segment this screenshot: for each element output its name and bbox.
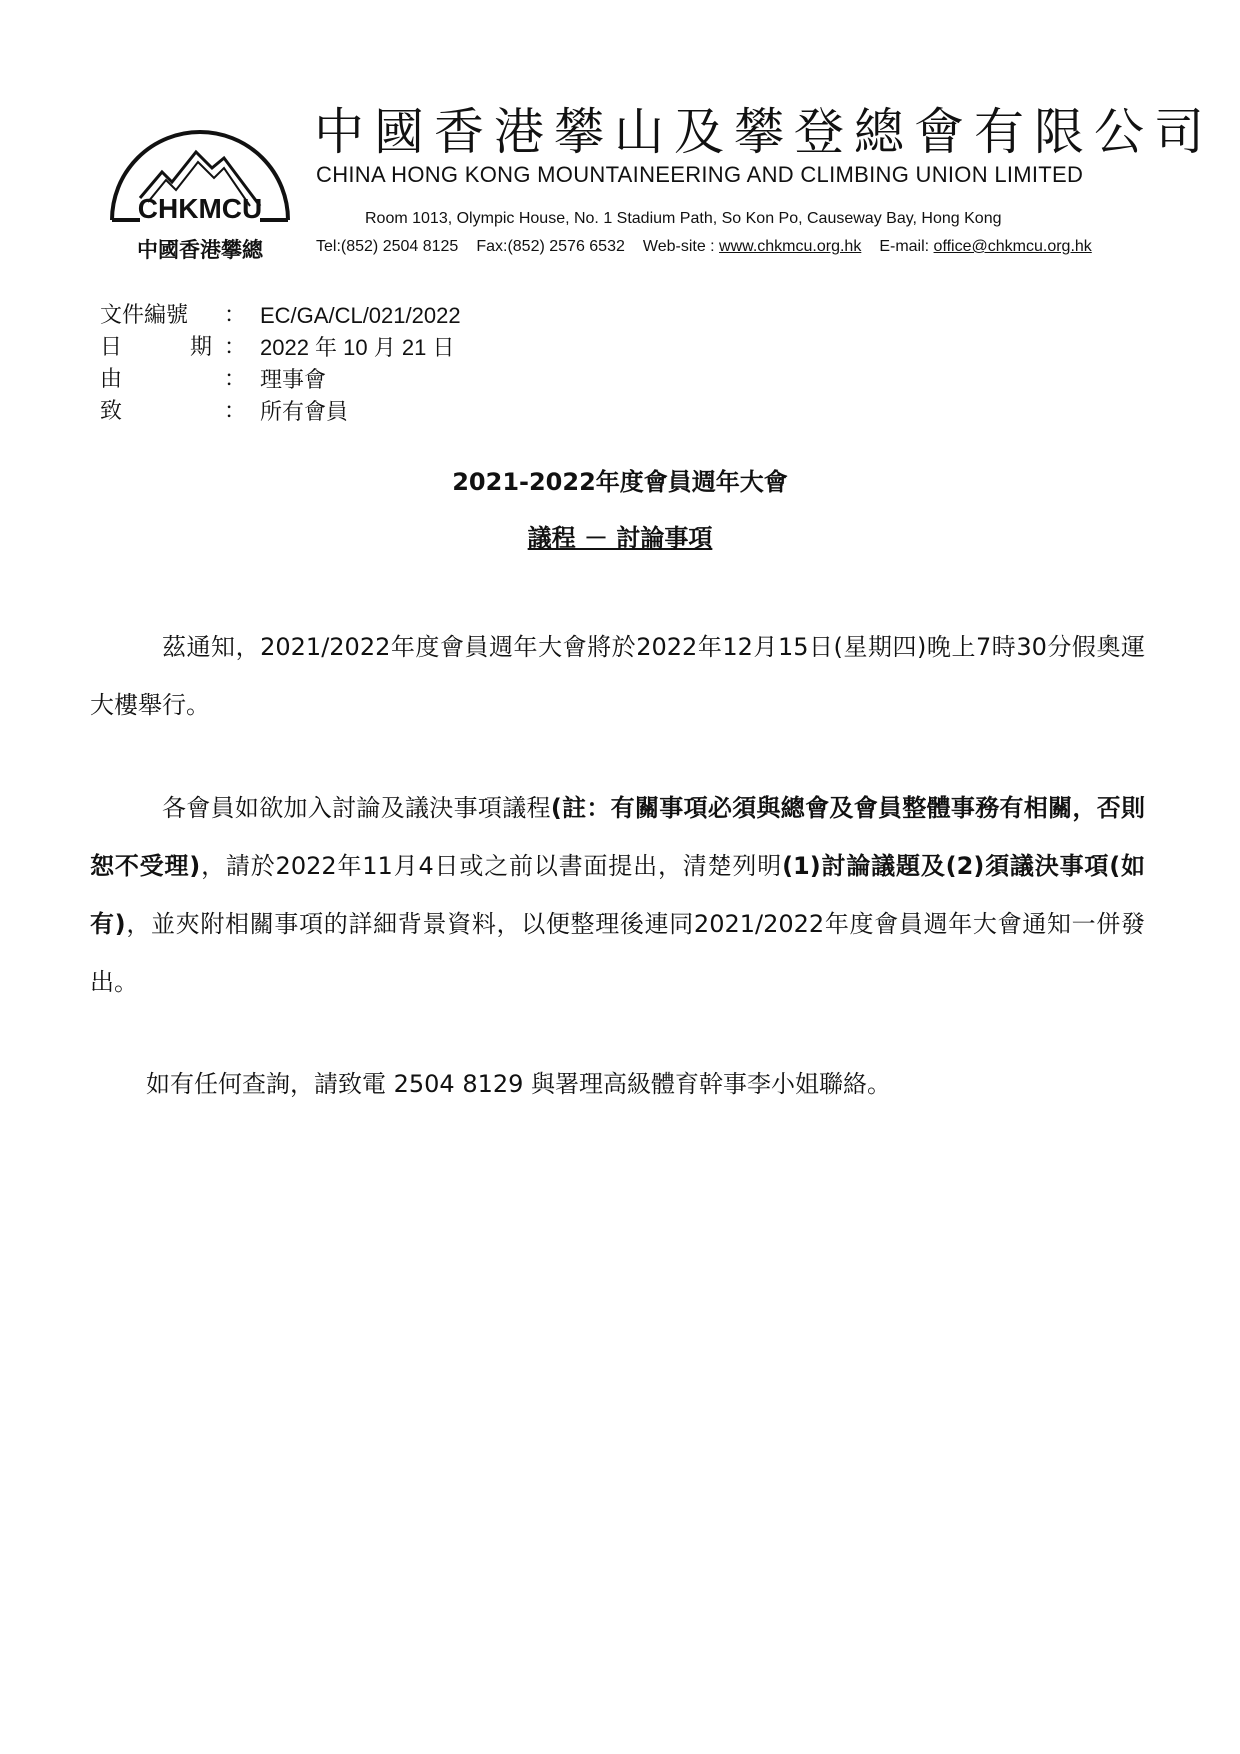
date: 2022 年 10 月 21 日 (260, 335, 455, 360)
logo-text: CHKMCU (137, 193, 263, 224)
email-link[interactable]: office@chkmcu.org.hk (933, 238, 1092, 255)
org-name-english: CHINA HONG KONG MOUNTAINEERING AND CLIMBING UNION LIMITED (316, 162, 1084, 187)
tel: Tel:(852) 2504 8125 (316, 238, 459, 255)
contact-line (316, 238, 1092, 256)
paragraph-enquiry: 如有任何查詢，請致電 2504 8129 與署理高級體育幹事李小姐聯絡。 (146, 1070, 892, 1098)
mountain-logo-icon (100, 110, 300, 235)
fax: Fax:(852) 2576 6532 (476, 238, 625, 255)
email-label: E-mail: (879, 238, 934, 255)
paragraph-notice: 茲通知，2021/2022年度會員週年大會將於2022年12月15日(星期四)晚上7時30分假奧運大樓舉行。 (90, 633, 1145, 719)
logo-caption: 中國香港攀總 (137, 238, 263, 262)
document-title: 2021-2022年度會員週年大會 (452, 468, 788, 496)
chkmcu-logo (100, 110, 300, 270)
to-label: 致 (100, 399, 123, 424)
org-address: Room 1013, Olympic House, No. 1 Stadium Path, So Kon Po, Causeway Bay, Hong Kong (365, 210, 1002, 227)
to: 所有會員 (260, 399, 349, 424)
colon: ： (224, 335, 247, 360)
paragraph-submission: 各會員如欲加入討論及議決事項議程(註：有關事項必須與總會及會員整體事務有相關，否則恕不受理)，請於2022年11月4日或之前以書面提出，清楚列明(1)討論議題及(2)須議決事項(如有)，並夾附相關事項的詳細背景資料，以便整理後連同2021/2022年度會員週年大會通知一併發出。 (90, 794, 1146, 996)
doc-no-label: 文件編號 (100, 303, 189, 328)
bold-note: (註：有關事項必須與總會及會員整體事務有相關，否則恕不受理) (90, 794, 1145, 880)
from-label: 由 (100, 367, 123, 392)
bold-items: (1)討論議題及(2)須議決事項(如有) (90, 852, 1146, 938)
doc-no: EC/GA/CL/021/2022 (260, 303, 461, 328)
org-name-chinese: 中國香港攀山及攀登總會有限公司 (314, 103, 1214, 161)
date-label-2: 期 (189, 335, 212, 360)
colon: ： (224, 399, 247, 424)
website-link[interactable]: www.chkmcu.org.hk (719, 238, 862, 255)
colon: ： (224, 367, 247, 392)
from: 理事會 (260, 367, 327, 392)
document-subtitle: 議程 － 討論事項 (527, 524, 713, 552)
website-label: Web-site : (642, 238, 720, 255)
date-label-1: 日 (100, 335, 123, 360)
colon: ： (224, 303, 247, 328)
